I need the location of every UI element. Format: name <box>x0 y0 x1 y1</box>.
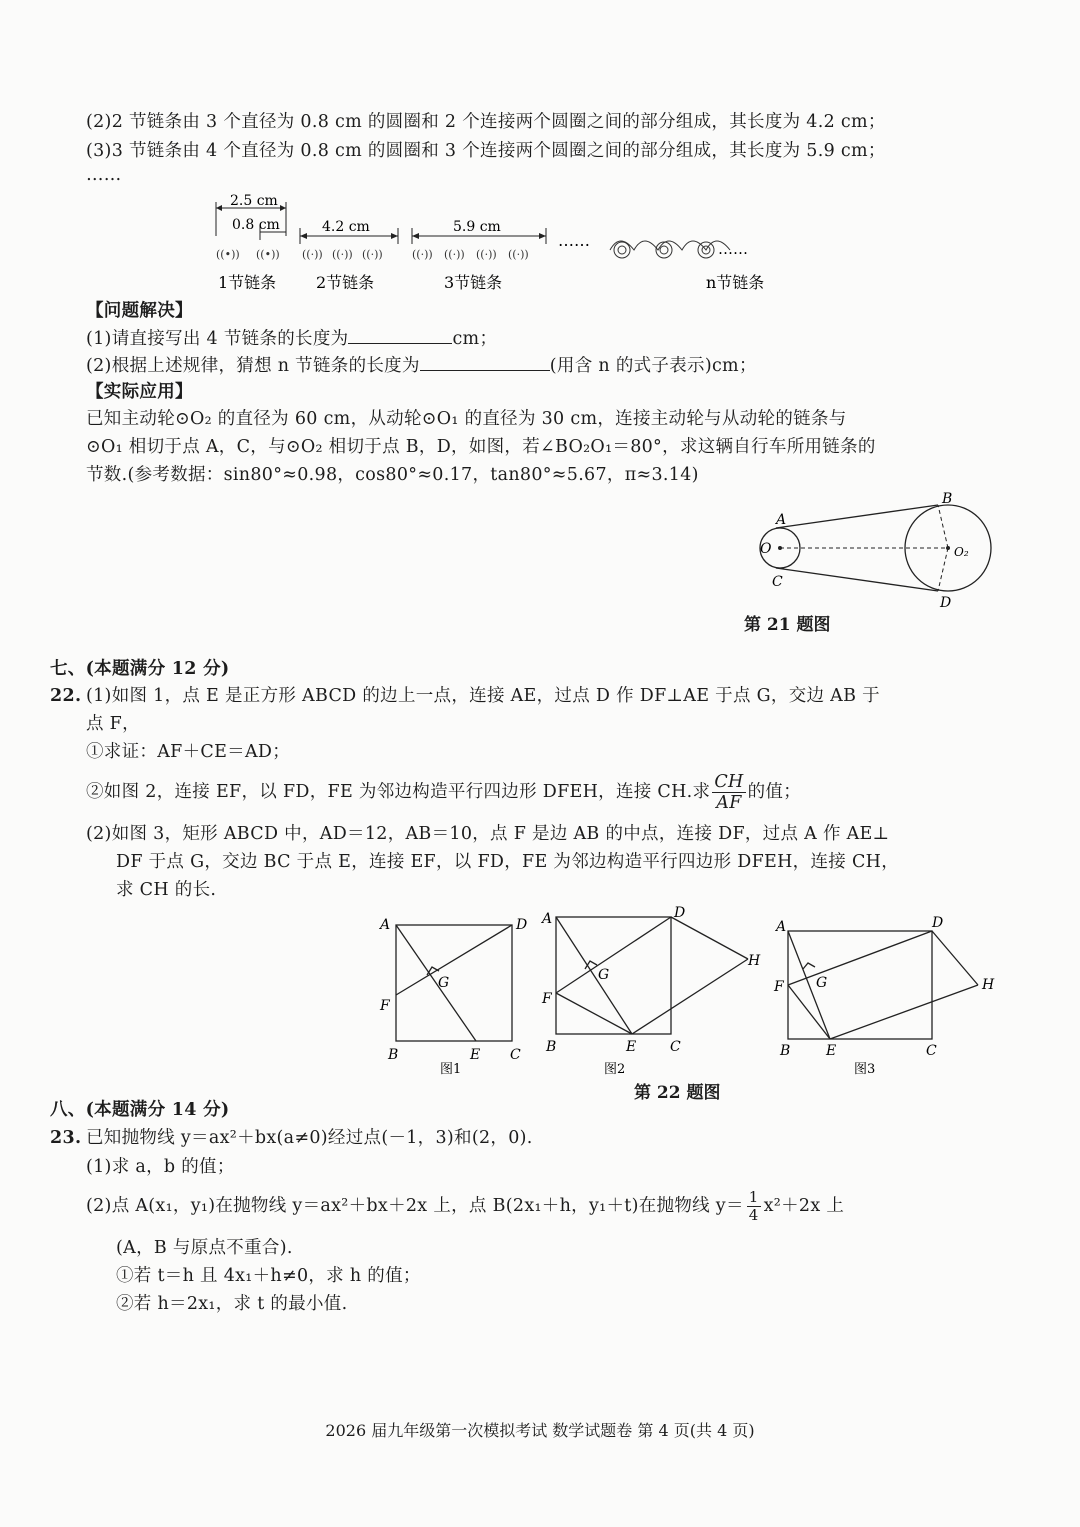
q23-line-6: ②若 h＝2x₁，求 t 的最小值. <box>116 1294 348 1314</box>
fig22-2-C: C <box>670 1039 681 1055</box>
fig22-label-2: 图2 <box>604 1062 626 1077</box>
q23-fraction-den: 4 <box>748 1206 759 1224</box>
svg-text:……: …… <box>718 240 748 258</box>
q2-unit: (用含 n 的式子表示)cm； <box>549 356 757 376</box>
section-8-title: 八、(本题满分 14 分) <box>50 1100 230 1120</box>
svg-text:((·)): ((·)) <box>332 248 353 261</box>
fig22-1-D: D <box>516 917 528 933</box>
fig22-2-E: E <box>626 1039 637 1055</box>
fig21-label-O1: O <box>760 541 772 557</box>
q22-line-5: (2)如图 3，矩形 ABCD 中，AD＝12，AB＝10，点 F 是边 AB 的中点，连接 DF，过点 A 作 AE⊥ <box>86 824 890 844</box>
q22-fraction-num: CH <box>714 772 744 792</box>
q22-line-1: (1)如图 1，点 E 是正方形 ABCD 的边上一点，连接 AE，过点 D 作 DF⊥AE 于点 G，交边 AB 于 <box>86 686 880 706</box>
fig22-3-D: D <box>932 915 944 931</box>
q23-line-3 <box>86 1186 844 1226</box>
fig22-2-B: B <box>546 1039 557 1055</box>
q22-line-7: 求 CH 的长. <box>116 880 217 900</box>
dim-59: 5.9 cm <box>453 219 501 235</box>
fig22-caption: 第 22 题图 <box>634 1083 721 1103</box>
problem-solve-header: 【问题解决】 <box>86 301 193 321</box>
svg-text:((·)): ((·)) <box>412 248 433 261</box>
q22-line-6: DF 于点 G，交边 BC 于点 E，连接 EF，以 FD，FE 为邻边构造平行四边形 DFEH，连接 CH， <box>116 852 899 872</box>
svg-text:((•)): ((•)) <box>216 248 240 261</box>
fig22-1-E: E <box>470 1047 481 1063</box>
problem-solve-q2 <box>86 352 757 378</box>
q23-line-3-text: (2)点 A(x₁，y₁)在抛物线 y＝ax²＋bx＋2x 上，点 B(2x₁＋h，y₁＋t)在抛物线 y＝ <box>86 1196 744 1216</box>
q23-line-3-end: x²＋2x 上 <box>763 1196 845 1216</box>
fig21-label-D: D <box>940 595 952 611</box>
problem-solve-q1 <box>86 325 497 351</box>
fig21-label-C: C <box>772 574 783 590</box>
dim-42: 4.2 cm <box>322 219 370 235</box>
q23-fraction-num: 1 <box>748 1188 759 1206</box>
fig21-label-B: B <box>942 491 953 507</box>
fig21-label-A: A <box>776 512 787 528</box>
q23-line-2: (1)求 a，b 的值； <box>86 1157 235 1177</box>
chain-label-2: 2节链条 <box>316 273 375 292</box>
fig22-2-G: G <box>598 967 610 983</box>
svg-text:((·)): ((·)) <box>362 248 383 261</box>
chain-figure <box>200 188 800 298</box>
q22-line-2: 点 F， <box>86 714 140 734</box>
fig22-2-F: F <box>542 991 552 1007</box>
q2-text: (2)根据上述规律，猜想 n 节链条的长度为 <box>86 356 420 376</box>
dim-25: 2.5 cm <box>230 193 278 209</box>
q2-answer-blank[interactable] <box>420 352 550 371</box>
q23-line-4: (A，B 与原点不重合). <box>116 1238 293 1258</box>
svg-text:((·)): ((·)) <box>444 248 465 261</box>
q22-number: 22. <box>50 686 82 706</box>
fig22-3-B: B <box>780 1043 791 1059</box>
fig22-2-H: H <box>748 953 761 969</box>
q22-fraction <box>712 772 745 813</box>
q23-line-1: 已知抛物线 y＝ax²＋bx(a≠0)经过点(－1，3)和(2，0). <box>86 1128 533 1148</box>
fig22-1-C: C <box>510 1047 521 1063</box>
fig22-3-F: F <box>774 979 784 995</box>
fig22-3-G: G <box>816 975 828 991</box>
fig22-1-B: B <box>388 1047 399 1063</box>
page-footer: 2026 届九年级第一次模拟考试 数学试题卷 第 4 页(共 4 页) <box>325 1421 755 1440</box>
q1-answer-blank[interactable] <box>348 325 452 344</box>
q22-line-4-text: ②如图 2，连接 EF，以 FD，FE 为邻边构造平行四边形 DFEH，连接 CH.求 <box>86 782 711 802</box>
q23-number: 23. <box>50 1128 82 1148</box>
fig22-2-A: A <box>542 911 553 927</box>
fig22-label-1: 图1 <box>440 1062 462 1077</box>
chain-ellipsis: …… <box>86 165 122 185</box>
q1-text: (1)请直接写出 4 节链条的长度为 <box>86 329 349 349</box>
chain-label-n: n节链条 <box>706 273 765 292</box>
q23-fraction <box>747 1189 761 1224</box>
svg-text:((·)): ((·)) <box>476 248 497 261</box>
q22-line-4 <box>86 770 801 814</box>
q1-unit: cm； <box>452 329 498 349</box>
chain-line-2: (2)2 节链条由 3 个直径为 0.8 cm 的圆圈和 2 个连接两个圆圈之间的部分组成，其长度为 4.2 cm； <box>86 112 886 132</box>
fig22-3-C: C <box>926 1043 937 1059</box>
fig22-1-G: G <box>438 975 450 991</box>
fig22-3-A: A <box>776 919 787 935</box>
q22-fraction-den: AF <box>716 793 742 813</box>
fig21-label-O2: O₂ <box>954 545 969 559</box>
fig21-caption: 第 21 题图 <box>744 615 831 635</box>
figure-22 <box>370 905 1010 1080</box>
figure-21 <box>752 490 1002 615</box>
fig22-1-A: A <box>380 917 391 933</box>
q22-line-4-end: 的值； <box>747 782 802 802</box>
section-7-title: 七、(本题满分 12 分) <box>50 659 230 679</box>
practical-line-2: ⊙O₁ 相切于点 A，C，与⊙O₂ 相切于点 B，D，如图，若∠BO₂O₁＝80°，求这辆自行车所用链条的 <box>86 437 876 457</box>
svg-text:((·)): ((·)) <box>508 248 529 261</box>
practical-header: 【实际应用】 <box>86 382 193 402</box>
chain-label-1: 1节链条 <box>218 273 277 292</box>
fig22-3-E: E <box>826 1043 837 1059</box>
q22-line-3: ①求证：AF＋CE＝AD； <box>86 742 291 762</box>
chain-line-3: (3)3 节链条由 4 个直径为 0.8 cm 的圆圈和 3 个连接两个圆圈之间的部分组成，其长度为 5.9 cm； <box>86 141 886 161</box>
fig22-label-3: 图3 <box>854 1062 876 1077</box>
fig22-1-F: F <box>380 998 390 1014</box>
svg-text:((•)): ((•)) <box>256 248 280 261</box>
practical-line-1: 已知主动轮⊙O₂ 的直径为 60 cm，从动轮⊙O₁ 的直径为 30 cm，连接主动轮与从动轮的链条与 <box>86 409 847 429</box>
fig22-3-H: H <box>982 977 995 993</box>
dim-08: 0.8 cm <box>232 217 280 233</box>
svg-text:((·)): ((·)) <box>302 248 323 261</box>
q23-line-5: ①若 t＝h 且 4x₁＋h≠0，求 h 的值； <box>116 1266 421 1286</box>
fig22-2-D: D <box>674 905 686 921</box>
practical-line-3: 节数.(参考数据：sin80°≈0.98，cos80°≈0.17，tan80°≈5.67，π≈3.14) <box>86 465 699 485</box>
chain-dots: …… <box>558 231 590 250</box>
chain-label-3: 3节链条 <box>444 273 503 292</box>
